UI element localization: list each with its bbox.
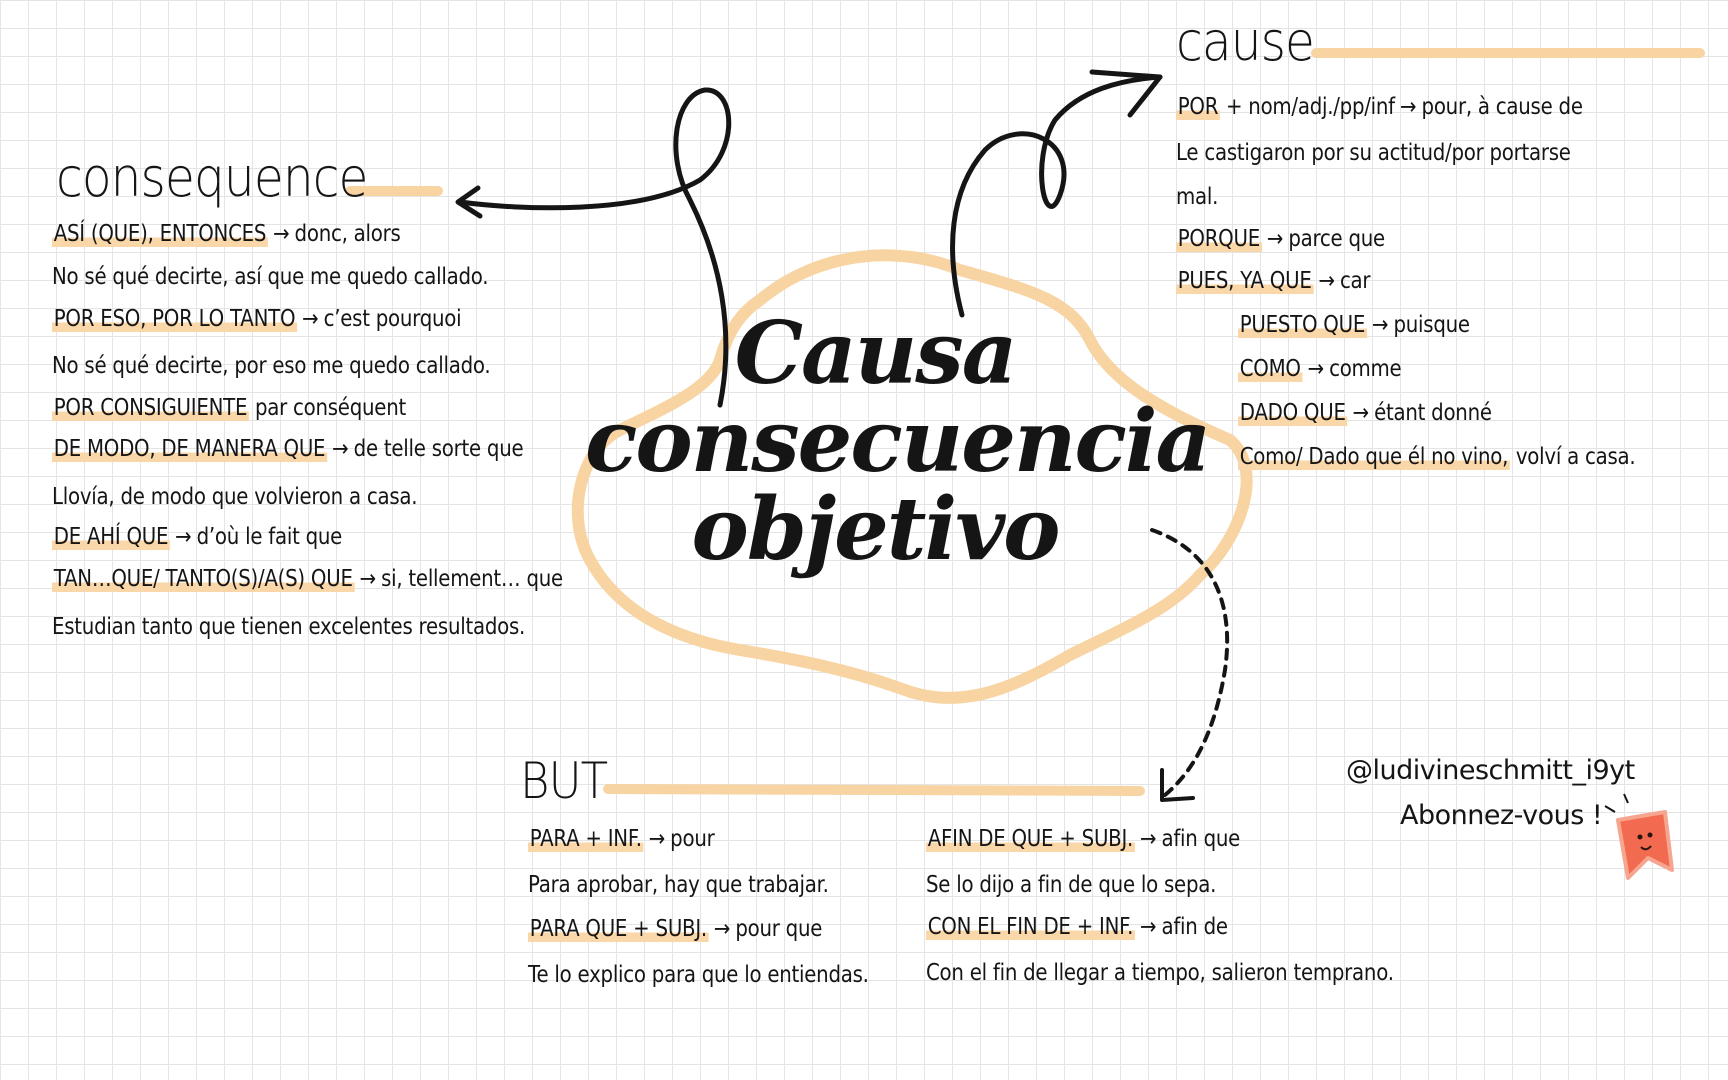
but-right-line-2 [926, 914, 1228, 940]
cause-meaning-2: parce que [1288, 226, 1385, 252]
arrow-icon: → [175, 524, 192, 550]
cause-meaning-4: puisque [1393, 312, 1470, 338]
cause-key-1: POR [1177, 94, 1219, 120]
arrow-icon: → [1318, 268, 1335, 294]
cause-line-2 [1176, 226, 1385, 252]
but-right-line-1 [926, 826, 1240, 852]
cause-example-1b: mal. [1176, 184, 1219, 210]
consequence-line-4 [52, 436, 523, 462]
consequence-example-1: No sé qué decirte, así que me quedo callado. [52, 264, 489, 290]
consequence-meaning-1: donc, alors [294, 221, 401, 247]
but-right-key-1: AFIN DE QUE + SUBJ. [927, 826, 1134, 852]
cause-meaning-1: pour, à cause de [1421, 94, 1583, 120]
main-title [585, 303, 1210, 580]
cause-line-3 [1176, 268, 1370, 294]
but-heading: BUT [520, 752, 608, 810]
cause-arrowhead [1092, 72, 1160, 115]
but-left-meaning-2: pour que [735, 916, 823, 942]
consequence-key-6: TAN…QUE/ TANTO(S)/A(S) QUE [53, 566, 353, 592]
cause-example-1: Le castigaron por su actitud/por portarse [1176, 140, 1571, 166]
consequence-example-3: Llovía, de modo que volvieron a casa. [52, 484, 418, 510]
cause-example-2 [1238, 444, 1635, 470]
but-right-key-2: CON EL FIN DE + INF. [927, 914, 1134, 940]
but-left-key-2: PARA QUE + SUBJ. [529, 916, 707, 942]
but-right-example-1: Se lo dijo a fin de que lo sepa. [926, 872, 1217, 898]
arrow-icon: → [1371, 312, 1389, 338]
but-underline [608, 789, 1140, 791]
consequence-key-3: POR CONSIGUIENTE [53, 395, 248, 421]
but-right-meaning-1: afin que [1161, 826, 1241, 852]
arrow-icon: → [302, 306, 319, 332]
consequence-meaning-6: si, tellement… que [381, 566, 563, 592]
arrow-icon: → [1140, 914, 1157, 940]
cause-line-4 [1238, 312, 1470, 338]
consequence-key-4: DE MODO, DE MANERA QUE [53, 436, 326, 462]
cause-meaning-6: étant donné [1374, 400, 1492, 426]
arrow-icon: → [648, 826, 666, 852]
but-left-example-2: Te lo explico para que lo entiendas. [528, 962, 869, 988]
consequence-key-1: ASÍ (QUE), ENTONCES [53, 221, 267, 247]
cause-key-6: DADO QUE [1239, 400, 1346, 426]
cause-line-5 [1238, 356, 1401, 382]
consequence-example-4: Estudian tanto que tienen excelentes resultados. [52, 614, 526, 640]
arrow-icon: → [273, 221, 290, 247]
arrow-icon: → [1139, 826, 1157, 852]
consequence-meaning-5: d’où le fait que [196, 524, 343, 550]
cause-key-5: COMO [1239, 356, 1301, 382]
but-left-key-1: PARA + INF. [529, 826, 642, 852]
but-left-meaning-1: pour [670, 826, 715, 852]
consequence-example-2: No sé qué decirte, por eso me quedo callado. [52, 353, 491, 379]
consequence-meaning-2: c’est pourquoi [323, 306, 462, 332]
but-right-example-2: Con el fin de llegar a tiempo, salieron temprano. [926, 960, 1394, 986]
but-left-line-2 [528, 916, 822, 942]
cause-key-4: PUESTO QUE [1239, 312, 1366, 338]
consequence-line-5 [52, 524, 342, 550]
cause-example-2-rest: volví a casa. [1515, 444, 1636, 470]
arrow-icon: → [359, 566, 376, 592]
cause-pattern-1: + nom/adj./pp/inf [1225, 94, 1395, 120]
consequence-key-2: POR ESO, POR LO TANTO [53, 306, 296, 332]
consequence-line-6 [52, 566, 563, 592]
but-left-example-1: Para aprobar, hay que trabajar. [528, 872, 829, 898]
title-line-causa: Causa [734, 303, 1016, 404]
title-line-consecuencia: consecuencia [585, 391, 1210, 492]
cause-heading: cause [1176, 10, 1315, 73]
cause-key-2: PORQUE [1177, 226, 1260, 252]
author-handle: @ludivineschmitt_i9yt [1346, 755, 1635, 786]
cause-meaning-5: comme [1329, 356, 1402, 382]
arrow-icon: → [713, 916, 731, 942]
consequence-meaning-4: de telle sorte que [353, 436, 524, 462]
but-right-meaning-2: afin de [1161, 914, 1228, 940]
consequence-line-2 [52, 306, 461, 332]
bookmark-sticker-icon [1605, 794, 1672, 878]
subscribe-cta: Abonnez-vous ! [1400, 800, 1603, 831]
arrow-icon: → [332, 436, 349, 462]
but-left-line-1 [528, 826, 714, 852]
arrow-icon: → [1352, 400, 1369, 426]
consequence-meaning-3: par conséquent [254, 395, 406, 421]
consequence-heading: consequence [56, 146, 368, 209]
consequence-line-1 [52, 221, 401, 247]
consequence-line-3 [52, 395, 406, 421]
title-line-objetivo: objetivo [691, 479, 1059, 580]
cause-key-3: PUES, YA QUE [1177, 268, 1312, 294]
cause-meaning-3: car [1339, 268, 1371, 294]
arrow-icon: → [1266, 226, 1284, 252]
consequence-key-5: DE AHÍ QUE [53, 524, 169, 550]
cause-example-2-highlight: Como/ Dado que él no vino, [1239, 444, 1509, 470]
arrow-icon: → [1307, 356, 1324, 382]
arrow-icon: → [1400, 94, 1417, 120]
cause-line-1 [1176, 94, 1583, 120]
cause-line-6 [1238, 400, 1492, 426]
